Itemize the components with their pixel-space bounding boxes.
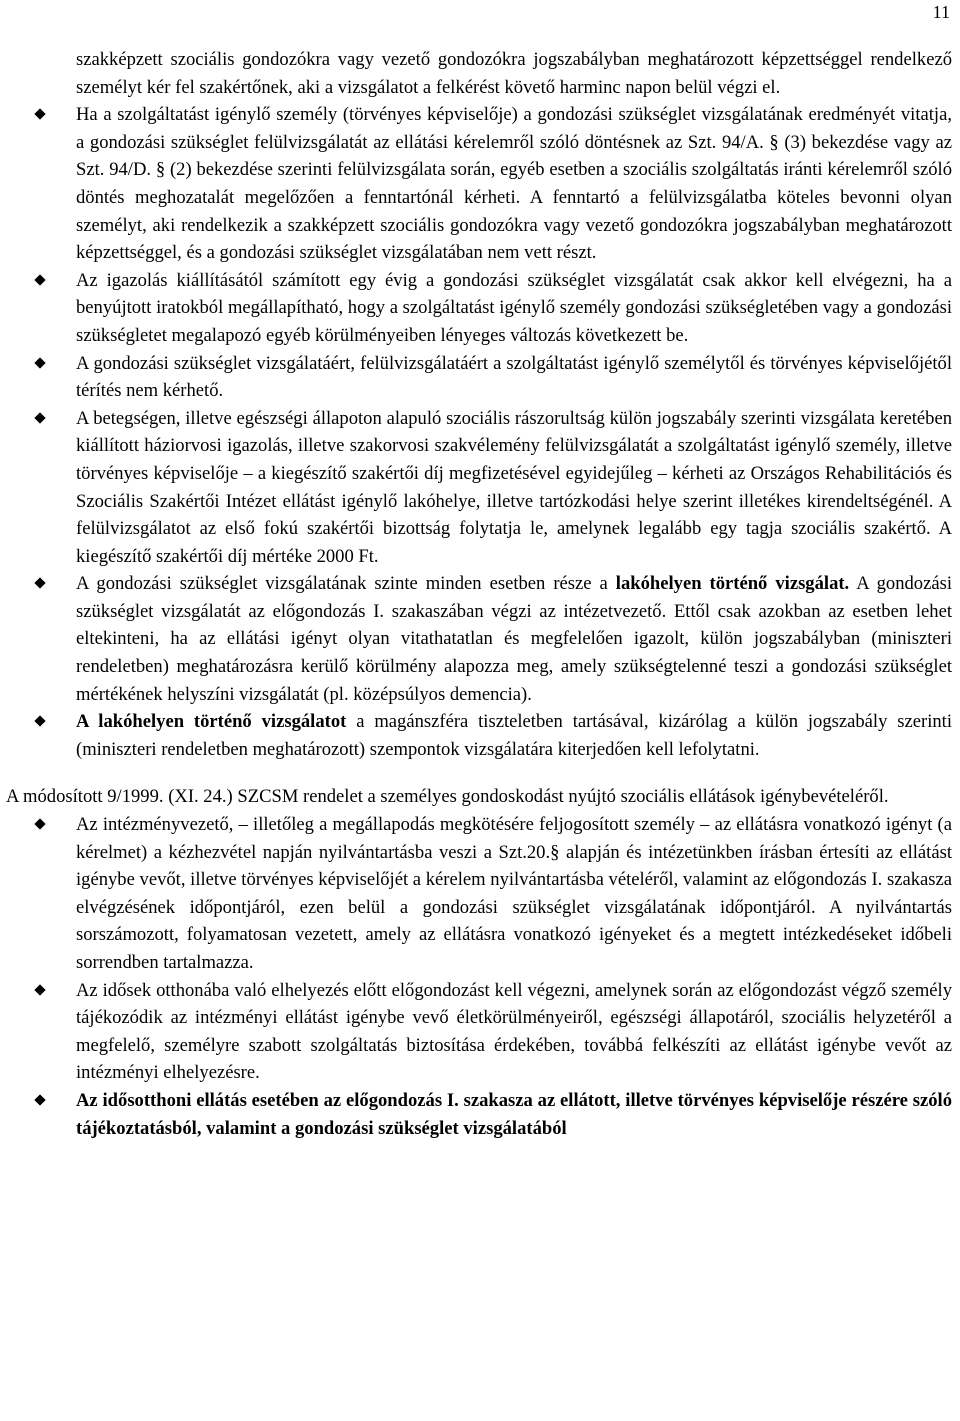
diamond-bullet-icon bbox=[34, 716, 45, 727]
bullet-list-b bbox=[0, 811, 952, 1142]
list-item bbox=[0, 350, 952, 405]
list-item bbox=[0, 101, 952, 267]
list-item bbox=[0, 1087, 952, 1142]
item-text: Az intézményvezető, – illetőleg a megállapodás megkötésére feljogosított személy – az ellátásra vonatkozó igényt (a kérelmet) a kézhezvétel napján nyilvántartásba veszi a Szt.20.§ alapján és intézetünkben írásban értesíti az ellátást igénybe vevőt, illetve törvényes képviselőjét a kérelem nyilvántartásba vételéről, valamint az előgondozás I. szakasza elvégzésének időpontjáról, ezen belül a gondozási szükséglet vizsgálatának időpontjáról. A nyilvántartás sorszámozott, folyamatosan vezetett, amely az ellátásra vonatkozó igényeket és a megtett intézkedéseket időbeli sorrendben tartalmazza. bbox=[76, 814, 952, 973]
list-item bbox=[0, 570, 952, 708]
item-text-part1: Ha a szolgáltatást igénylő személy (törvényes képviselője) a gondozási szükséglet vizsgálatának eredményét vitatja, a gondozási szükséglet felülvizsgálatát az ellátási kérelemről szóló döntésnek az Szt. 94/A. § (3) bekezdése vagy az Szt. 94/D. § (2) bekezdése szerinti felülvizsgálata során, egyéb esetben a szociális szolgáltatás iránti kérelemről szóló döntés meghozatalát megelőzően a fenntartónál kérheti. bbox=[76, 104, 952, 208]
item-text: Az igazolás kiállításától számított egy évig a gondozási szükséglet vizsgálatát csak akkor kell elvégezni, ha a benyújtott iratokból megállapítható, hogy a szolgáltatást igénylő személy gondozási szükségletében vagy a gondozási szükségletet megalapozó egyéb körülményeiben lényeges változás következett be. bbox=[76, 269, 952, 346]
diamond-bullet-icon bbox=[34, 984, 45, 995]
diamond-bullet-icon bbox=[34, 357, 45, 368]
list-item bbox=[0, 405, 952, 571]
diamond-bullet-icon bbox=[34, 412, 45, 423]
diamond-bullet-icon bbox=[34, 578, 45, 589]
bullet-list-a bbox=[0, 101, 952, 763]
item-text-bold: A lakóhelyen történő vizsgálatot bbox=[76, 711, 347, 733]
item-text-post: A gondozási szükséglet vizsgálatát az előgondozás I. szakaszában végzi az intézetvezető. Ettől csak azokban az esetben lehet eltekinteni, ha az ellátási igényt olyan vitathatatlan és megfelelően igazolt, külön jogszabályban (miniszteri rendeletben) meghatározásra kerülő körülmény alapozza meg, amely szükségtelenné teszi a gondozási szükséglet mértékének helyszíni vizsgálatát (pl. középsúlyos demencia). bbox=[76, 573, 952, 705]
item-text: A betegségen, illetve egészségi állapoton alapuló szociális rászorultság külön jogszabály szerinti vizsgálata keretében kiállított háziorvosi igazolás, illetve szakorvosi szakvélemény felülvizsgálatát a szolgáltatást igénylő személy, illetve törvényes képviselője – a kiegészítő szakértői díj megfizetésével egyidejűleg – kérheti az Országos Rehabilitációs és Szociális Szakértői Intézet ellátást igénylő lakóhelye, illetve tartózkodási helye szerint illetékes kirendeltségénél. A felülvizsgálatot az első fokú szakértői bizottság folytatja le, amelynek legalább egy tagja szociális szakértő. A kiegészítő szakértői díj mértéke 2000 Ft. bbox=[76, 407, 952, 567]
diamond-bullet-icon bbox=[34, 818, 45, 829]
item-text-post: a magánszféra tiszteletben tartásával, kizárólag a külön jogszabály szerinti (miniszteri rendeletben meghatározott) szempontok vizsgálatára kiterjedően kell lefolytatni. bbox=[76, 711, 952, 760]
item-text-part2: A fenntartó a felülvizsgálatba köteles bevonni olyan személyt, aki rendelkezik a szakképzett szociális gondozókra vagy vezető gondozókra jogszabályban meghatározott képzettséggel, és a gondozási szükséglet vizsgálatában nem vett részt. bbox=[76, 186, 952, 264]
diamond-bullet-icon bbox=[34, 109, 45, 120]
document-body bbox=[0, 46, 952, 1142]
continuation-paragraph bbox=[0, 46, 952, 101]
list-item bbox=[0, 811, 952, 977]
diamond-bullet-icon bbox=[34, 1094, 45, 1105]
regulation-heading: A módosított 9/1999. (XI. 24.) SZCSM rendelet a személyes gondoskodást nyújtó szociális ellátások igénybevételéről. bbox=[6, 786, 889, 808]
paragraph-text: szakképzett szociális gondozókra vagy vezető gondozókra jogszabályban meghatározott képzettséggel rendelkező személyt kér fel szakértőnek, aki a vizsgálatot a felkérést követő harminc napon belül végzi el. bbox=[76, 49, 952, 98]
item-text-pre: A gondozási szükséglet vizsgálatának szinte minden esetben része a bbox=[76, 573, 616, 595]
diamond-bullet-icon bbox=[34, 274, 45, 285]
item-text-bold: Az idősotthoni ellátás esetében az előgondozás I. szakasza az ellátott, illetve törvényes képviselője részére szóló tájékoztatásból, valamint a gondozási szükséglet vizsgálatából bbox=[76, 1089, 952, 1139]
page-number: 11 bbox=[932, 2, 950, 22]
item-text: A gondozási szükséglet vizsgálatáért, felülvizsgálatáért a szolgáltatást igénylő személytől és törvényes képviselőjétől térítés nem kérhető. bbox=[76, 352, 952, 402]
item-text-bold: lakóhelyen történő vizsgálat. bbox=[615, 573, 850, 595]
list-item bbox=[0, 977, 952, 1087]
list-item bbox=[0, 708, 952, 763]
item-text: Az idősek otthonába való elhelyezés előtt előgondozást kell végezni, amelynek során az előgondozást végző személy tájékozódik az intézményi ellátást igénybe vevő életkörülményeiről, egészségi állapotáról, szociális helyzetéről a megfelelő, személyre szabott szolgáltatás biztosítása érdekében, továbbá felkészíti az ellátást igénybe vevőt az intézményi elhelyezésre. bbox=[76, 979, 952, 1084]
list-item bbox=[0, 267, 952, 350]
